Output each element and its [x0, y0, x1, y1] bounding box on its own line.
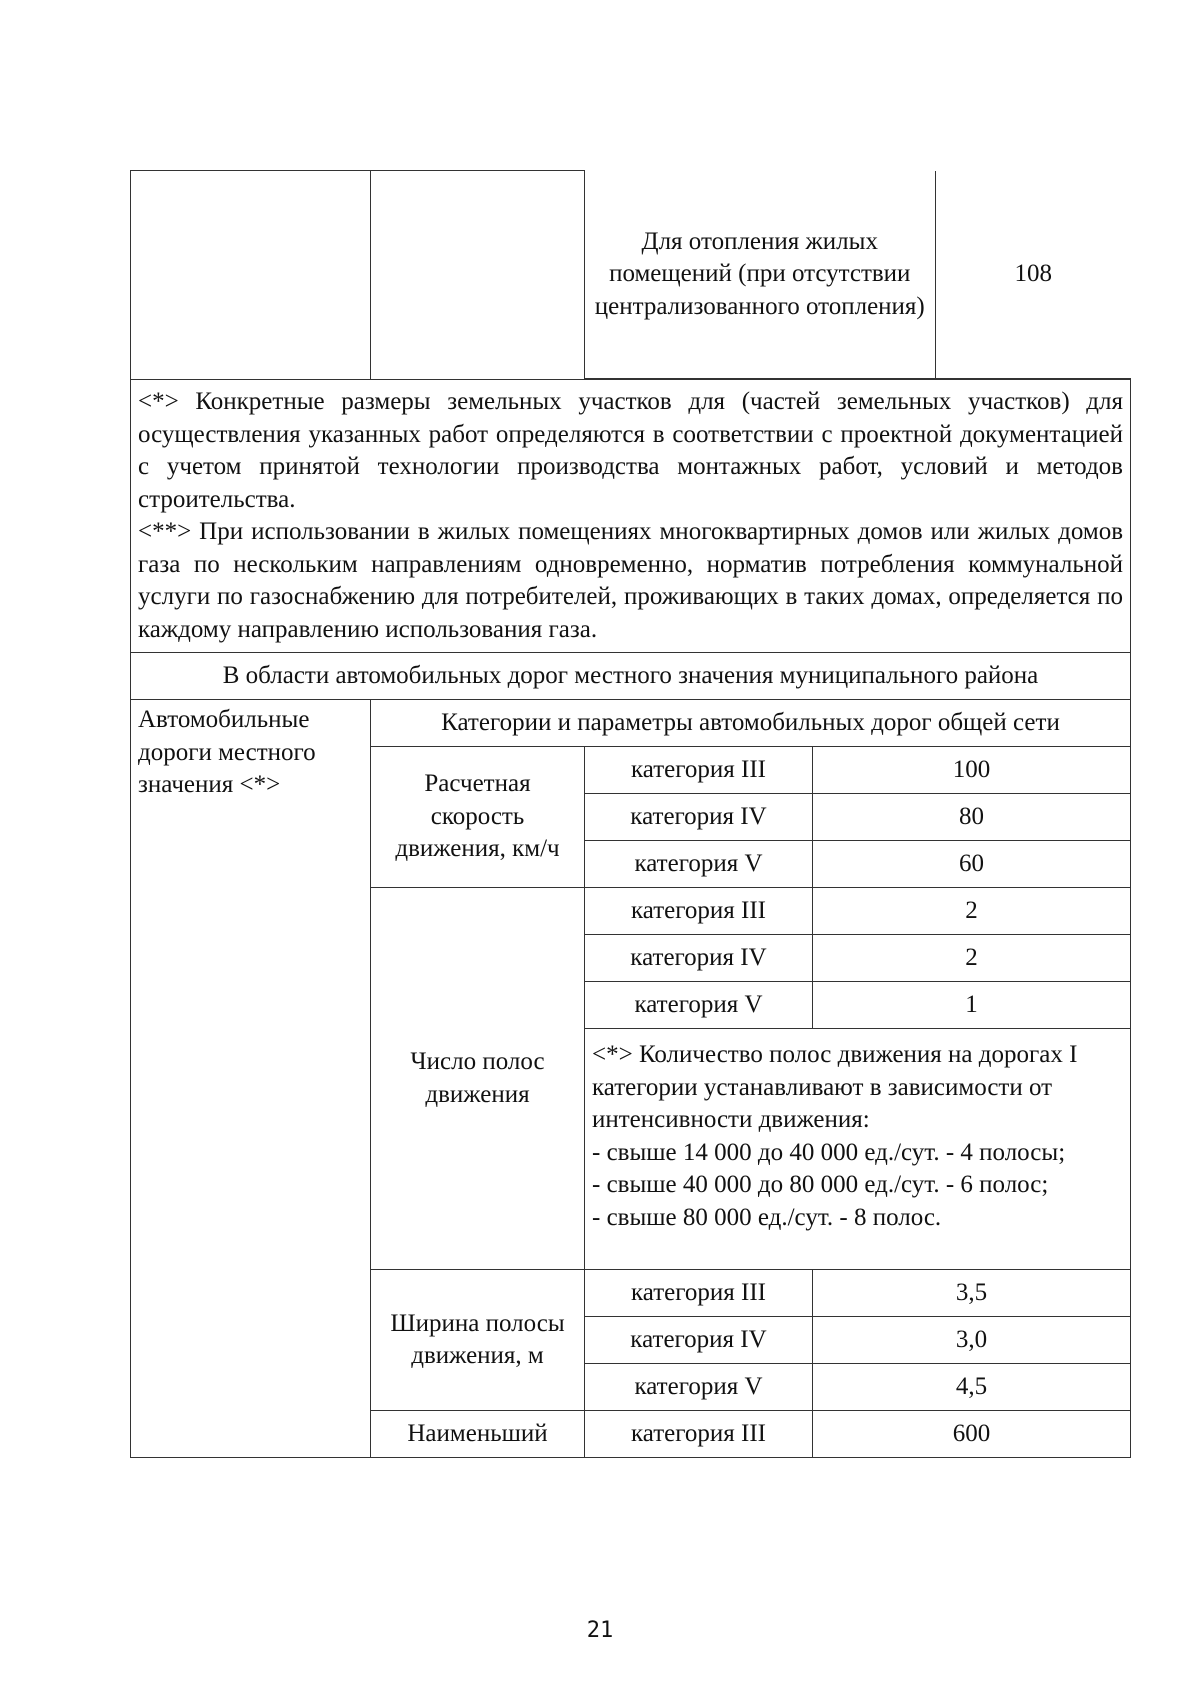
lanes-note-line: - свыше 80 000 ед./сут. - 8 полос. [592, 1203, 942, 1231]
speed-label: Расчетная скорость движения, км/ч [371, 747, 585, 888]
category-cell: категория V [585, 1364, 813, 1411]
section-row [131, 653, 1131, 700]
lanes-note-line: <*> Количество полос движения на дорогах I категории устанавливают в зависимости от интенсивности движения: [592, 1041, 1078, 1133]
footnotes-row [131, 380, 1131, 653]
heating-value: 108 [935, 171, 1131, 379]
lanes-label: Число полос движения [371, 888, 585, 1270]
category-cell: категория IV [585, 1317, 813, 1364]
document-page [130, 170, 1130, 1458]
value-cell: 2 [813, 888, 1131, 935]
section-title: В области автомобильных дорог местного значения муниципального района [131, 653, 1131, 700]
heating-split [585, 171, 1131, 380]
value-cell: 2 [813, 935, 1131, 982]
page-number: 21 [586, 1618, 614, 1643]
category-cell: категория III [585, 1411, 813, 1458]
roads-object-label: Автомобильные дороги местного значения <*> [131, 700, 371, 1458]
lanes-note-line: - свыше 14 000 до 40 000 ед./сут. - 4 полосы; [592, 1138, 1066, 1166]
heating-description: Для отопления жилых помещений (при отсутствии централизованного отопления) [585, 171, 935, 379]
value-cell: 3,0 [813, 1317, 1131, 1364]
value-cell: 60 [813, 841, 1131, 888]
heating-inner [585, 171, 1131, 379]
width-label: Ширина полосы движения, м [371, 1270, 585, 1411]
lanes-note-line: - свыше 40 000 до 80 000 ед./сут. - 6 полос; [592, 1171, 1049, 1198]
category-cell: категория V [585, 982, 813, 1029]
category-cell: категория III [585, 888, 813, 935]
value-cell: 3,5 [813, 1270, 1131, 1317]
roads-params-header: Категории и параметры автомобильных дорог общей сети [371, 700, 1131, 747]
lanes-note [585, 1029, 1131, 1270]
footnote-2: <**> При использовании в жилых помещениях многоквартирных домов или жилых домов газа по нескольким направлениям одновременно, норматив потребления коммунальной услуги по газоснабжению для потребителей, проживающих в таких домах, определяется по каждому направлению использования газа. [138, 518, 1123, 643]
heating-row [131, 171, 1131, 380]
empty-cell [371, 171, 585, 380]
value-cell: 80 [813, 794, 1131, 841]
category-cell: категория IV [585, 794, 813, 841]
category-cell: категория V [585, 841, 813, 888]
category-cell: категория III [585, 747, 813, 794]
roads-header-row [131, 700, 1131, 747]
norms-table [130, 170, 1131, 1458]
value-cell: 1 [813, 982, 1131, 1029]
value-cell: 4,5 [813, 1364, 1131, 1411]
empty-cell [131, 171, 371, 380]
category-cell: категория IV [585, 935, 813, 982]
smallest-label: Наименьший [371, 1411, 585, 1458]
value-cell: 600 [813, 1411, 1131, 1458]
category-cell: категория III [585, 1270, 813, 1317]
value-cell: 100 [813, 747, 1131, 794]
footnote-1: <*> Конкретные размеры земельных участков для (частей земельных участков) для осуществления указанных работ определяются в соответствии с проектной документацией с учетом принятой технологии производства монтажных работ, условий и методов строительства. [138, 388, 1123, 513]
